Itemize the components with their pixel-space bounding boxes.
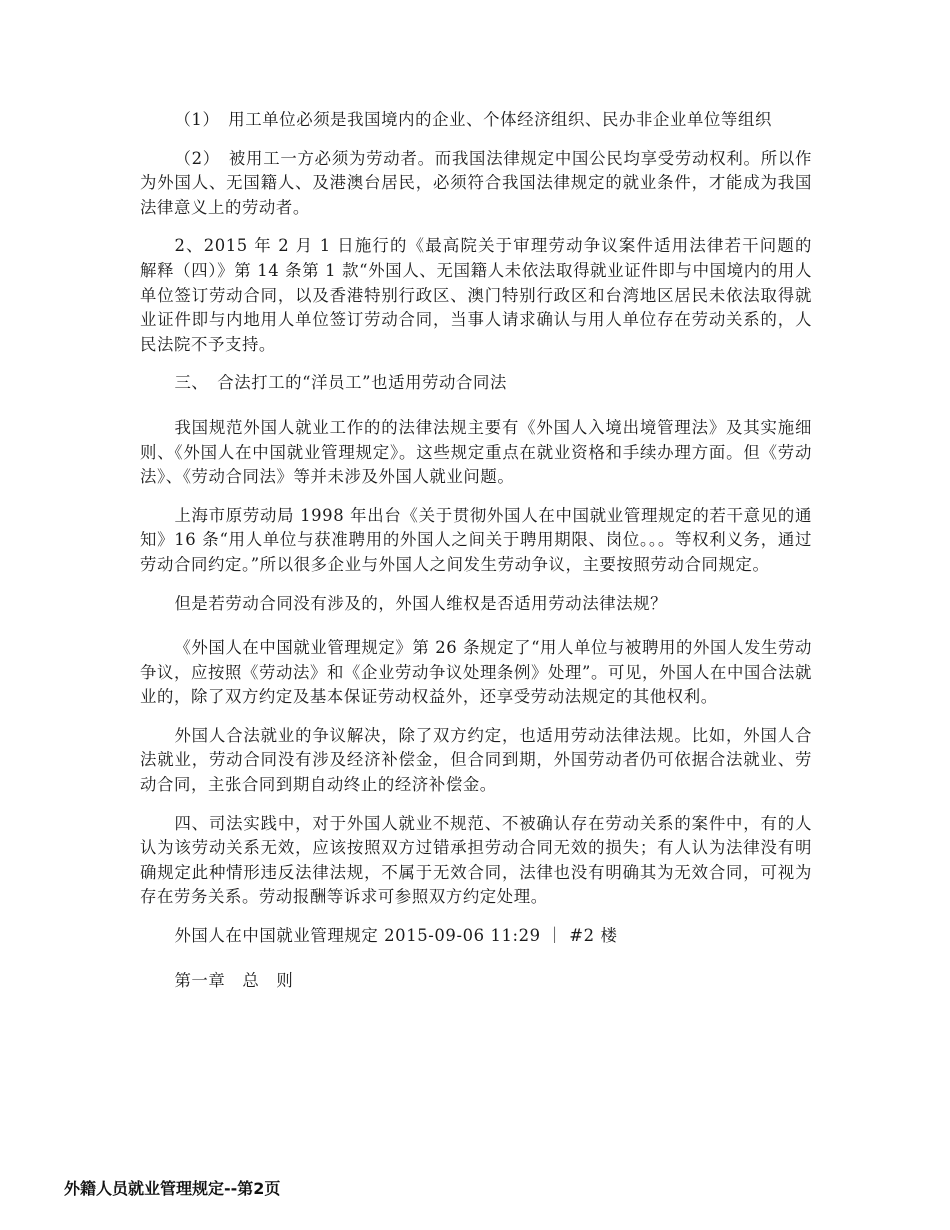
paragraph-7: 但是若劳动合同没有涉及的，外国人维权是否适用劳动法律法规？ <box>174 593 668 613</box>
post-meta-line: 外国人在中国就业管理规定 2015-09-06 11:29 ｜ #2 楼 <box>174 926 618 946</box>
paragraph-9: 外国人合法就业的争议解决，除了双方约定，也适用劳动法律法规。比如，外国人合法就业，劳动合同没有涉及经济补偿金，但合同到期，外国劳动者仍可依据合法就业、劳动合同，主张合同到期自动终止的经济补偿金。 <box>140 725 812 795</box>
paragraph-6: 上海市原劳动局 1998 年出台《关于贯彻外国人在中国就业管理规定的若干意见的通知》16 条“用人单位与获准聘用的外国人之间关于聘用期限、岗位。。。等权利义务，通过劳动合同约定。”所以很多企业与外国人之间发生劳动争议，主要按照劳动合同规定。 <box>140 505 812 574</box>
section-heading-3: 三、 合法打工的“洋员工”也适用劳动合同法 <box>174 373 508 393</box>
chapter-heading: 第一章 总 则 <box>174 970 294 990</box>
paragraph-5: 我国规范外国人就业工作的的法律法规主要有《外国人入境出境管理法》及其实施细则、《外国人在中国就业管理规定》。这些规定重点在就业资格和手续办理方面。但《劳动法》、《劳动合同法》等并未涉及外国人就业问题。 <box>140 417 812 487</box>
page-footer-label: 外籍人员就业管理规定--第2页 <box>64 1179 281 1198</box>
paragraph-3: 2、2015 年 2 月 1 日施行的《最高院关于审理劳动争议案件适用法律若干问题的 解释（四）》第 14 条第 1 款“外国人、无国籍人未依法取得就业证件即与中国境内的用人单位签订劳动合同，以及香港特别行政区、澳门特别行政区和台湾地区居民未依法取得就业证件即与内地用人单位签订劳动合同，当事人请求确认与用人单位存在劳动关系的，人民法院不予支持。 <box>140 236 829 354</box>
paragraph-10: 四、司法实践中，对于外国人就业不规范、不被确认存在劳动关系的案件中，有的人认为该劳动关系无效，应该按照双方过错承担劳动合同无效的损失；有人认为法律没有明确规定此种情形违反法律法规，不属于无效合同，法律也没有明确其为无效合同，可视为存在劳务关系。劳动报酬等诉求可参照双方约定处理。 <box>140 813 812 907</box>
paragraph-1: （1） 用工单位必须是我国境内的企业、个体经济组织、民办非企业单位等组织 <box>174 110 772 129</box>
paragraph-8: 《外国人在中国就业管理规定》第 26 条规定了“用人单位与被聘用的外国人发生劳动争议，应按照《劳动法》和《企业劳动争议处理条例》处理”。可见，外国人在中国合法就业的，除了双方约定及基本保证劳动权益外，还享受劳动法规定的其他权利。 <box>140 638 812 707</box>
paragraph-2: （2） 被用工一方必须为劳动者。而我国法律规定中国公民均享受劳动权利。所以作为外国人、无国籍人、及港澳台居民，必须符合我国法律规定的就业条件，才能成为我国法律意义上的劳动者。 <box>140 148 812 217</box>
document-body <box>140 108 829 1007</box>
